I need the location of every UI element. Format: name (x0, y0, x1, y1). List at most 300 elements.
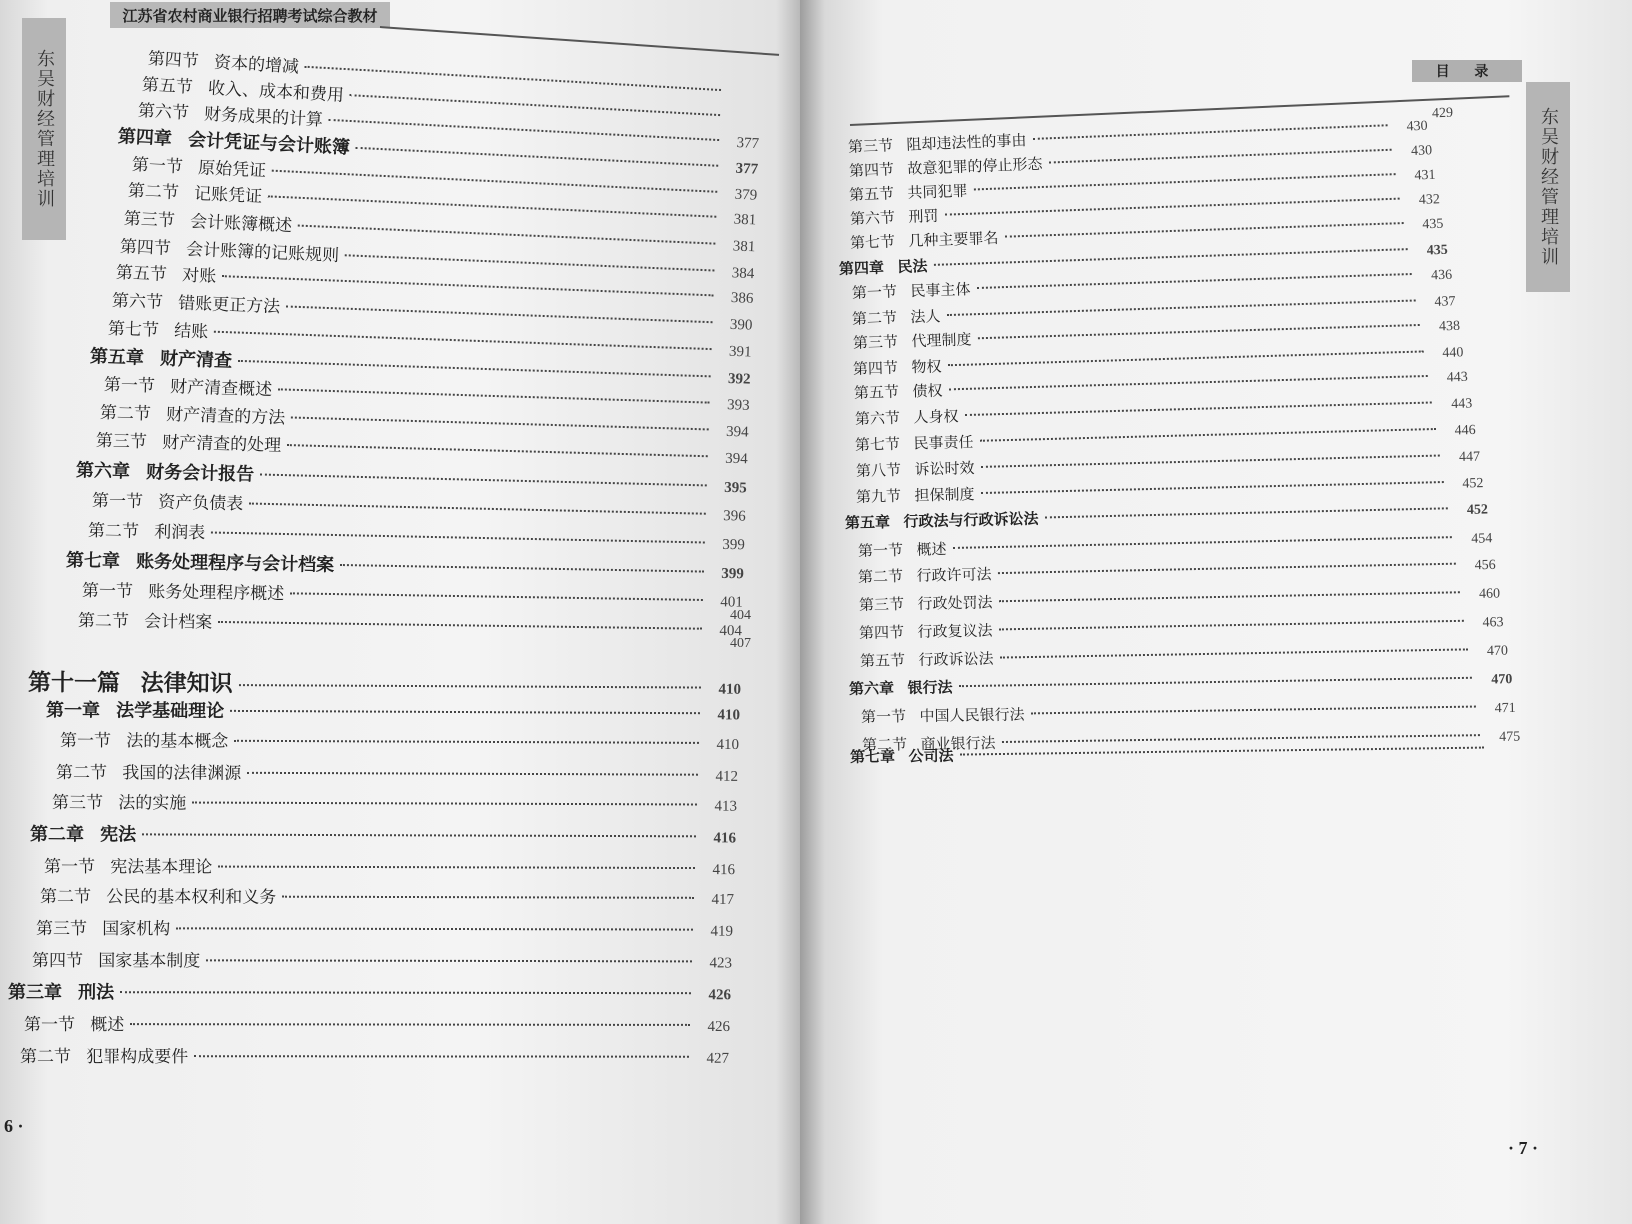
toc-entry-label: 第二章 (29, 824, 85, 846)
toc-entry-name: 刑法 (78, 982, 115, 1004)
toc-page-number: 410 (716, 736, 740, 754)
toc-entry-title (36, 914, 170, 939)
toc-entry-name: 收入、成本和费用 (207, 78, 345, 106)
toc-entry-label: 第一节 (131, 155, 184, 178)
dot-leader (214, 331, 711, 350)
toc-page-number: 443 (1450, 396, 1473, 412)
header-rule (380, 26, 779, 56)
toc-entry-label: 第一节 (857, 541, 903, 560)
toc-page-number: 460 (1478, 586, 1501, 602)
toc-entry-name: 账务处理程序概述 (148, 582, 285, 605)
toc-entry-name: 财务成果的计算 (203, 104, 324, 131)
toc-entry-label: 第五节 (848, 184, 895, 204)
toc-entry-label: 第一章 (45, 700, 101, 722)
toc-entry-title (849, 180, 968, 205)
toc-page-number: 384 (731, 265, 755, 283)
dot-leader (1044, 507, 1447, 518)
toc-entry-name: 代理制度 (911, 330, 972, 351)
toc-entry-name: 错账更正方法 (177, 293, 281, 318)
toc-entry-label: 第七节 (107, 319, 160, 341)
toc-entry-title (60, 726, 228, 752)
toc-entry-title (127, 176, 262, 207)
toc-entry-title (848, 129, 1027, 157)
toc-entry-title (108, 314, 209, 342)
book-header: 江苏省农村商业银行招聘考试综合教材 (110, 2, 390, 28)
toc-entry-title (123, 204, 292, 236)
toc-page-number: 394 (724, 450, 748, 468)
dot-leader (192, 802, 697, 806)
toc-entry-name: 人身权 (912, 407, 959, 427)
toc-entry-label: 第六节 (854, 408, 900, 428)
dot-leader (176, 927, 693, 930)
toc-page-number: 381 (732, 238, 756, 256)
toc-page-number: 431 (1414, 167, 1436, 184)
toc-page-number: 429 (1431, 105, 1454, 122)
toc-page-number: 454 (1470, 531, 1493, 547)
toc-entry-name: 利润表 (154, 522, 206, 544)
toc-entry-name: 债权 (912, 381, 943, 401)
dot-leader (130, 1023, 690, 1026)
toc-entry-name: 民法 (897, 257, 928, 277)
toc-entry-name: 国家基本制度 (98, 951, 201, 972)
toc-entry-label: 第七章 (850, 747, 896, 766)
toc-entry-title (24, 1010, 124, 1035)
dot-leader (206, 959, 692, 962)
toc-entry-section (860, 639, 1508, 671)
toc-entry-title (860, 648, 994, 671)
toc-page-number: 447 (1458, 449, 1481, 466)
toc-page-number: 475 (1498, 729, 1521, 745)
toc-entry-section (40, 882, 734, 909)
toc-page-number: 430 (1410, 143, 1432, 159)
toc-entry-section (859, 610, 1504, 643)
toc-page-number: 416 (713, 830, 737, 847)
toc-entry-title (839, 255, 928, 279)
toc-page-number: 407 (730, 636, 751, 651)
toc-entry-section (859, 581, 1500, 615)
toc-entry-title (849, 205, 938, 229)
toc-page-number: 427 (706, 1050, 730, 1067)
toc-page-number: 386 (730, 290, 754, 307)
toc-entry-label: 第五节 (115, 263, 168, 285)
toc-entry-name: 财务会计报告 (145, 461, 255, 486)
dot-leader (947, 299, 1416, 316)
toc-entry-title (46, 696, 224, 723)
toc-entry-label: 第四节 (848, 160, 894, 180)
dot-leader (194, 1055, 689, 1058)
dot-leader (340, 564, 704, 573)
toc-entry-name: 财产清查 (159, 348, 233, 372)
dot-leader (948, 375, 1427, 390)
toc-entry-label: 第七章 (65, 550, 121, 572)
dot-leader (1005, 222, 1404, 238)
toc-entry-title (76, 456, 255, 486)
toc-entry-name: 资本的增减 (213, 52, 300, 78)
toc-entry-name: 共同犯罪 (907, 181, 968, 202)
toc-entry-name: 行政处罚法 (917, 593, 993, 613)
toc-entry-label: 第二节 (858, 567, 904, 586)
toc-page-number: 381 (733, 211, 757, 229)
toc-entry-name: 概述 (90, 1015, 125, 1036)
toc-entry-title (88, 516, 206, 543)
toc-entry-title (66, 546, 335, 577)
toc-entry-label: 第三节 (847, 136, 894, 156)
toc-page-number: 452 (1466, 502, 1489, 518)
toc-entry-title (852, 305, 941, 329)
toc-entry-title (44, 852, 212, 878)
toc-entry-name: 物权 (911, 357, 943, 377)
toc-entry-label: 第六节 (849, 208, 896, 228)
toc-page-number: 412 (715, 768, 739, 785)
toc-entry-name: 财产清查概述 (169, 377, 273, 401)
dot-leader (211, 531, 705, 543)
right-page (800, 0, 1632, 1224)
toc-entry-name: 行政法与行政诉讼法 (903, 509, 1039, 531)
dot-leader (218, 621, 702, 630)
dot-leader (998, 591, 1460, 602)
toc-entry-name: 民事主体 (909, 280, 971, 301)
dot-leader (1031, 706, 1476, 715)
toc-entry-title (848, 676, 952, 699)
toc-entry-title (855, 431, 974, 455)
dot-leader (287, 444, 708, 457)
toc-entry-title (40, 882, 276, 908)
toc-entry-name: 宪法 (100, 824, 137, 846)
toc-entry-name: 银行法 (906, 678, 953, 698)
toc-entry-name: 商业银行法 (920, 734, 996, 754)
toc-page-number: 440 (1442, 345, 1465, 361)
dot-leader (999, 620, 1464, 631)
toc-entry-chapter (8, 978, 731, 1005)
toc-entry-name: 财产清查的处理 (161, 432, 282, 456)
dot-leader (977, 324, 1420, 339)
dot-leader (230, 710, 700, 714)
toc-entry-section (44, 852, 735, 879)
toc-entry-name: 法律知识 (140, 669, 233, 698)
toc-entry-label: 第六章 (75, 460, 131, 483)
toc-entry-section (861, 696, 1516, 727)
dot-leader (952, 536, 1452, 549)
toc-entry-name: 故意犯罪的停止形态 (906, 154, 1043, 178)
toc-entry-title (100, 398, 286, 428)
toc-entry-label: 第二节 (861, 735, 907, 754)
toc-entry-label: 第二节 (87, 521, 140, 543)
toc-entry-title (859, 591, 993, 615)
toc-page-number: 419 (710, 923, 734, 940)
dot-leader (120, 991, 691, 994)
toc-entry-label: 第一节 (59, 731, 112, 752)
toc-entry-title (851, 278, 970, 303)
toc-entry-label: 第五节 (141, 75, 194, 98)
toc-page-number: 394 (725, 423, 749, 441)
toc-entry-label: 第四章 (838, 258, 885, 278)
toc-entry-section (32, 946, 732, 972)
toc-entry-name: 行政诉讼法 (918, 649, 994, 669)
toc-entry-label: 第六节 (137, 101, 190, 124)
dot-leader (980, 455, 1440, 468)
toc-entry-section (60, 726, 739, 754)
toc-page-number: 432 (1418, 192, 1440, 208)
toc-entry-label: 第六节 (111, 291, 164, 313)
dot-leader (944, 198, 1399, 216)
dot-leader (999, 648, 1467, 658)
toc-page-number: 435 (1426, 242, 1448, 259)
toc-entry-title (8, 978, 114, 1004)
dot-leader (933, 248, 1407, 266)
toc-entry-name: 刑罚 (907, 206, 939, 226)
dot-leader (998, 563, 1456, 574)
toc-entry-name: 原始凭证 (197, 158, 267, 182)
toc-entry-label: 第四节 (859, 623, 905, 642)
toc-page-number: 390 (729, 316, 753, 334)
toc-entry-label: 第五节 (853, 382, 900, 402)
toc-entry-title (56, 758, 241, 784)
toc-page-number: 426 (708, 987, 732, 1004)
toc-entry-title (853, 355, 942, 379)
dot-leader (286, 305, 712, 323)
dot-leader (234, 740, 699, 744)
toc-entry-title (854, 380, 943, 403)
toc-entry-chapter (30, 820, 736, 848)
toc-page-number (726, 121, 760, 123)
toc-entry-title (90, 342, 233, 373)
dot-leader (249, 503, 706, 515)
toc-entry-label: 第一节 (81, 581, 134, 602)
toc-entry-label: 第二节 (99, 403, 152, 425)
toc-entry-section (36, 914, 733, 941)
toc-entry-name: 法的实施 (118, 793, 187, 814)
toc-entry-section (20, 1042, 729, 1068)
toc-entry-name: 诉讼时效 (914, 459, 975, 479)
toc-page-number: 470 (1490, 672, 1513, 688)
toc-page-number: 446 (1454, 422, 1477, 439)
dot-leader (260, 474, 707, 487)
toc-page-number: 410 (718, 681, 742, 698)
toc-entry-name: 资产负债表 (158, 492, 244, 515)
toc-entry-chapter (46, 696, 740, 725)
toc-entry-title (78, 606, 213, 633)
toc-page-number: 399 (722, 536, 745, 554)
toc-entry-title (104, 370, 273, 400)
toc-entry-label: 第八节 (855, 460, 902, 480)
toc-entry-name: 我国的法律渊源 (122, 763, 242, 784)
toc-entry-label: 第十一篇 (27, 669, 121, 697)
toc-entry-title (112, 286, 281, 317)
toc-page-number: 396 (723, 508, 746, 525)
dot-leader (948, 350, 1424, 366)
toc-entry-label: 第五章 (89, 346, 145, 369)
toc-entry-label: 第二节 (851, 308, 898, 328)
toc-entry-label: 第三节 (35, 919, 88, 940)
toc-entry-name: 会计档案 (144, 611, 213, 633)
toc-page-number: 423 (709, 955, 733, 972)
toc-entry-name: 行政复议法 (917, 621, 994, 641)
dot-leader (291, 416, 709, 430)
toc-entry-label: 第一节 (861, 707, 907, 726)
toc-entry-name: 账务处理程序与会计档案 (135, 551, 335, 576)
toc-entry-label: 第五章 (844, 512, 891, 532)
toc-page-number: 395 (724, 479, 747, 497)
toc-page-number: 377 (736, 134, 760, 153)
dot-leader (290, 592, 703, 601)
toc-entry-title (850, 745, 954, 767)
toc-entry-section (56, 758, 738, 786)
dot-leader (958, 677, 1472, 687)
toc-entry-name: 担保制度 (914, 485, 976, 505)
toc-entry-label: 第六章 (848, 679, 894, 698)
toc-entry-title (28, 664, 233, 698)
toc-entry-label: 第二节 (19, 1047, 72, 1068)
toc-entry-name: 宪法基本理论 (110, 857, 213, 878)
toc-entry-name: 财产清查的方法 (165, 404, 286, 429)
toc-entry-title (82, 576, 285, 604)
toc-entry-label: 第一节 (43, 857, 96, 878)
toc-entry-name: 会计账簿概述 (189, 211, 293, 237)
toc-page-number: 456 (1474, 557, 1497, 574)
dot-leader (1048, 149, 1392, 164)
toc-page-number: 463 (1482, 615, 1505, 631)
toc-entry-section (78, 606, 742, 640)
toc-entry-title (92, 486, 244, 514)
toc-entry-title (848, 153, 1042, 181)
toc-page-number: 443 (1446, 369, 1469, 386)
toc-page-number: 438 (1438, 318, 1460, 335)
toc-entry-label: 第四节 (147, 49, 200, 72)
toc-entry-name: 公司法 (908, 746, 955, 766)
toc-entry-name: 阻却违法性的事由 (906, 131, 1027, 154)
toc-entry-name: 法的基本概念 (126, 731, 229, 752)
toc-entry-label: 第一节 (23, 1015, 76, 1036)
toc-page-number: 401 (720, 594, 743, 611)
dot-leader (247, 772, 698, 776)
toc-page-number: 393 (726, 397, 750, 414)
toc-entry-title (858, 563, 992, 587)
dot-leader (964, 401, 1432, 416)
toc-page-number: 413 (714, 798, 738, 815)
toc-entry-title (96, 426, 282, 456)
dot-leader (218, 866, 695, 869)
toc-entry-label: 第一节 (91, 491, 144, 513)
toc-heading: 目 录 (1412, 60, 1522, 82)
toc-page-number: 430 (1406, 118, 1428, 135)
toc-entry-label: 第一节 (851, 282, 897, 302)
toc-entry-name: 对账 (181, 265, 217, 287)
toc-entry-name: 国家机构 (102, 919, 171, 940)
toc-page-number: 392 (727, 370, 751, 388)
toc-page-number: 416 (712, 862, 736, 879)
dot-leader (974, 173, 1396, 190)
toc-entry-name: 几种主要罪名 (908, 228, 1000, 250)
toc-entry-name: 民事责任 (913, 432, 974, 453)
toc-entry-label: 第四章 (117, 126, 173, 150)
dot-leader (239, 684, 701, 688)
toc-entry-title (52, 788, 186, 814)
toc-entry-title (845, 508, 1039, 533)
toc-page-number: 437 (1434, 294, 1456, 310)
toc-page-number: 410 (717, 707, 741, 724)
toc-entry-label: 第五节 (859, 651, 906, 670)
dot-leader (981, 481, 1444, 494)
dot-leader (278, 388, 710, 403)
toc-page-number (727, 96, 761, 98)
toc-entry-name: 公民的基本权利和义务 (106, 887, 277, 908)
dot-leader (980, 428, 1436, 442)
toc-page-number: 399 (721, 565, 744, 583)
toc-entry-label: 第二节 (55, 763, 108, 784)
toc-entry-chapter (848, 667, 1512, 699)
toc-entry-label: 第四节 (119, 237, 172, 260)
side-tab-right: 东吴财经管理培训 (1526, 82, 1570, 292)
toc-entry-name: 会计账簿的记账规则 (185, 239, 340, 267)
toc-entry-name: 法人 (910, 307, 941, 327)
toc-entry-title (20, 1042, 188, 1067)
toc-entry-name: 记账凭证 (193, 184, 263, 208)
toc-page-number: 377 (735, 160, 759, 178)
toc-page-number: 470 (1486, 643, 1509, 660)
toc-entry-title (859, 620, 993, 643)
toc-entry-title (854, 405, 958, 429)
toc-entry-name: 法学基础理论 (116, 700, 225, 722)
toc-entry-title (116, 258, 217, 287)
dot-leader (976, 273, 1412, 289)
toc-entry-section (52, 788, 737, 816)
toc-entry-label: 第三节 (852, 332, 899, 352)
toc-entry-name: 犯罪构成要件 (86, 1047, 189, 1068)
toc-entry-title (852, 328, 971, 353)
toc-entry-title (861, 703, 1025, 727)
toc-entry-label: 第三章 (7, 982, 63, 1004)
dot-leader (238, 360, 711, 378)
toc-entry-name: 会计凭证与会计账簿 (187, 129, 351, 159)
toc-entry-name: 概述 (915, 540, 947, 559)
left-page-number: 6 · (4, 1116, 24, 1136)
dot-leader (1032, 124, 1387, 140)
toc-page-number: 436 (1430, 267, 1452, 284)
toc-entry-title (32, 946, 200, 971)
toc-entry-label: 第二节 (39, 887, 92, 908)
toc-entry-label: 第七节 (854, 434, 901, 454)
toc-page-number: 452 (1462, 476, 1485, 492)
toc-page-number: 471 (1494, 700, 1517, 717)
toc-entry-part (28, 664, 741, 701)
dot-leader (282, 896, 694, 899)
toc-entry-name: 行政许可法 (916, 565, 992, 585)
toc-page-number: 391 (728, 343, 752, 361)
toc-entry-label: 第九节 (856, 486, 902, 506)
toc-entry-title (856, 457, 975, 481)
toc-entry-label: 第三节 (858, 595, 904, 614)
toc-entry-title (850, 227, 999, 253)
toc-entry-label: 第三节 (95, 431, 148, 453)
toc-entry-label: 第一节 (103, 375, 156, 397)
toc-entry-name: 中国人民银行法 (919, 705, 1025, 726)
toc-page-number: 404 (719, 622, 742, 640)
toc-entry-label: 第七节 (850, 232, 896, 252)
toc-entry-label: 第二节 (127, 181, 180, 204)
toc-entry-title (30, 820, 136, 846)
toc-page-number: 435 (1422, 216, 1444, 233)
side-tab-left: 东吴财经管理培训 (22, 18, 66, 240)
toc-entry-label: 第二节 (77, 611, 130, 632)
left-page (0, 0, 800, 1224)
toc-page-number: 404 (730, 608, 751, 623)
toc-page-number: 426 (707, 1018, 731, 1035)
toc-entry-name: 结账 (173, 321, 209, 343)
toc-page-number: 379 (734, 186, 758, 204)
toc-entry-label: 第四节 (31, 951, 84, 972)
toc-entry-title (856, 483, 975, 507)
toc-entry-title (857, 538, 946, 561)
